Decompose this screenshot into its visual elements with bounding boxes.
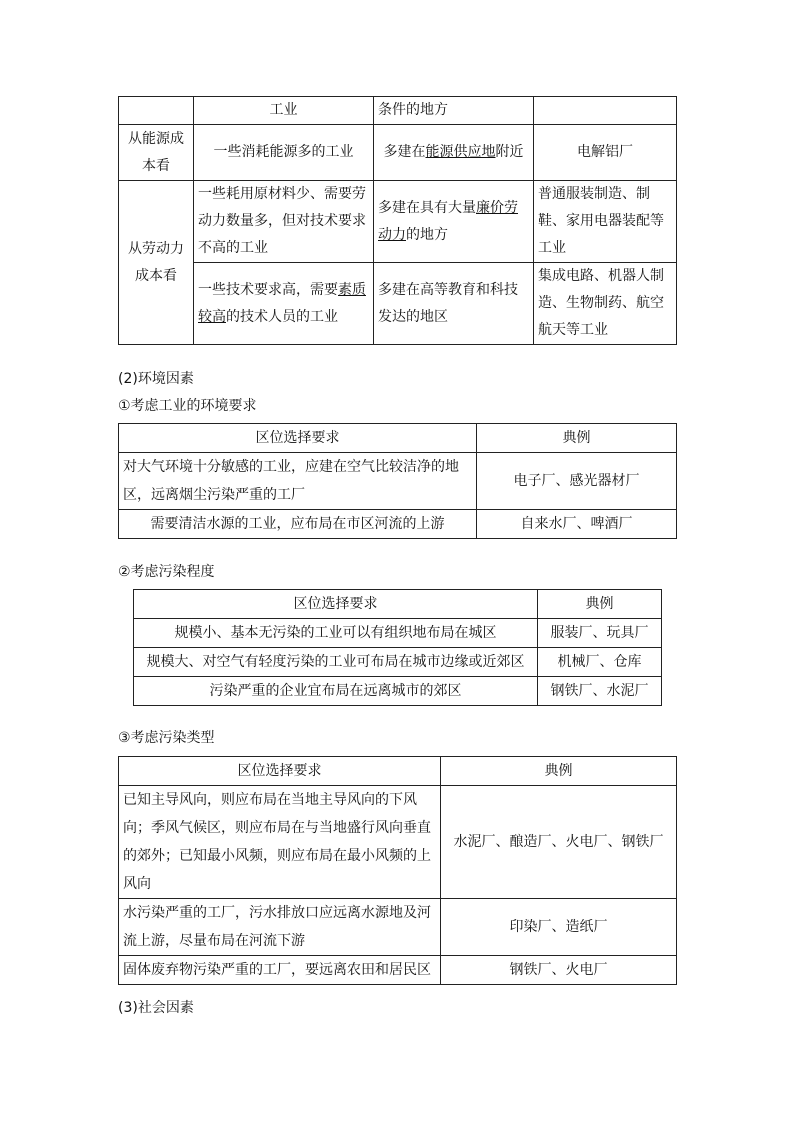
subsection-heading: ②考虑污染程度 <box>118 564 215 580</box>
table-row <box>119 510 677 539</box>
requirement-cell: 固体废弃物污染严重的工厂，要远离农田和居民区 <box>119 956 441 985</box>
table-row <box>134 619 662 648</box>
example-cell: 电子厂、感光器材厂 <box>477 453 677 510</box>
underlined-text: 能源供应地 <box>425 144 496 160</box>
requirement-cell: 规模小、基本无污染的工业可以有组织地布局在城区 <box>134 619 538 648</box>
environment-requirement-table <box>118 423 677 539</box>
requirement-cell: 污染严重的企业宜布局在远离城市的郊区 <box>134 677 538 706</box>
factor-cell: 从劳动力成本看 <box>119 181 194 345</box>
requirement-cell: 已知主导风向，则应布局在当地主导风向的下风向；季风气候区，则应布局在与当地盛行风向垂直的郊外；已知最小风频，则应布局在最小风频的上风向 <box>119 786 441 899</box>
location-cell <box>374 181 534 263</box>
cost-factor-table <box>118 96 677 345</box>
example-cell: 普通服装制造、制鞋、家用电器装配等工业 <box>534 181 677 263</box>
column-header: 区位选择要求 <box>119 424 477 453</box>
table-cell: 工业 <box>194 97 374 125</box>
example-cell: 钢铁厂、水泥厂 <box>538 677 662 706</box>
table-row <box>119 786 677 899</box>
industry-cell: 一些消耗能源多的工业 <box>194 125 374 181</box>
table-row <box>119 453 677 510</box>
table-cell <box>119 97 194 125</box>
pollution-type-table <box>118 756 677 985</box>
table-header-row <box>134 590 662 619</box>
column-header: 区位选择要求 <box>119 757 441 786</box>
text-span: 多建在 <box>383 144 426 160</box>
table-row <box>134 677 662 706</box>
example-cell: 集成电路、机器人制造、生物制药、航空航天等工业 <box>534 263 677 345</box>
requirement-cell: 需要清洁水源的工业，应布局在市区河流的上游 <box>119 510 477 539</box>
table-row <box>119 181 677 263</box>
example-cell: 印染厂、造纸厂 <box>441 899 677 956</box>
table-row <box>119 125 677 181</box>
table-row <box>119 956 677 985</box>
example-cell: 电解铝厂 <box>534 125 677 181</box>
text-span: 的技术人员的工业 <box>226 308 338 325</box>
table-row <box>119 97 677 125</box>
section-heading: (2)环境因素 <box>118 371 194 387</box>
industry-cell <box>194 263 374 345</box>
industry-cell: 一些耗用原材料少、需要劳动力数量多，但对技术要求不高的工业 <box>194 181 374 263</box>
subsection-heading: ①考虑工业的环境要求 <box>118 398 257 414</box>
table-cell <box>534 97 677 125</box>
requirement-cell: 水污染严重的工厂，污水排放口应远离水源地及河流上游，尽量布局在河流下游 <box>119 899 441 956</box>
requirement-cell: 对大气环境十分敏感的工业，应建在空气比较洁净的地区，远离烟尘污染严重的工厂 <box>119 453 477 510</box>
table-header-row <box>119 757 677 786</box>
pollution-degree-table <box>133 589 662 706</box>
text-span: 一些技术要求高，需要 <box>198 281 338 298</box>
underlined-text: 廉价劳动力 <box>378 199 518 243</box>
location-cell: 多建在高等教育和科技发达的地区 <box>374 263 534 345</box>
example-cell: 服装厂、玩具厂 <box>538 619 662 648</box>
example-cell: 自来水厂、啤酒厂 <box>477 510 677 539</box>
table-row <box>119 899 677 956</box>
example-cell: 机械厂、仓库 <box>538 648 662 677</box>
factor-cell: 从能源成本看 <box>119 125 194 181</box>
example-cell: 钢铁厂、火电厂 <box>441 956 677 985</box>
text-span: 附近 <box>495 144 524 160</box>
text-span: 多建在具有大量 <box>378 199 476 216</box>
requirement-cell: 规模大、对空气有轻度污染的工业可布局在城市边缘或近郊区 <box>134 648 538 677</box>
column-header: 典例 <box>477 424 677 453</box>
section-heading: (3)社会因素 <box>118 1000 194 1016</box>
table-header-row <box>119 424 677 453</box>
location-cell <box>374 125 534 181</box>
example-cell: 水泥厂、酿造厂、火电厂、钢铁厂 <box>441 786 677 899</box>
underlined-text: 素质较高 <box>198 281 366 325</box>
table-row <box>134 648 662 677</box>
table-row <box>119 263 677 345</box>
subsection-heading: ③考虑污染类型 <box>118 730 215 746</box>
column-header: 区位选择要求 <box>134 590 538 619</box>
table-cell: 条件的地方 <box>374 97 534 125</box>
column-header: 典例 <box>441 757 677 786</box>
column-header: 典例 <box>538 590 662 619</box>
text-span: 的地方 <box>406 226 448 243</box>
